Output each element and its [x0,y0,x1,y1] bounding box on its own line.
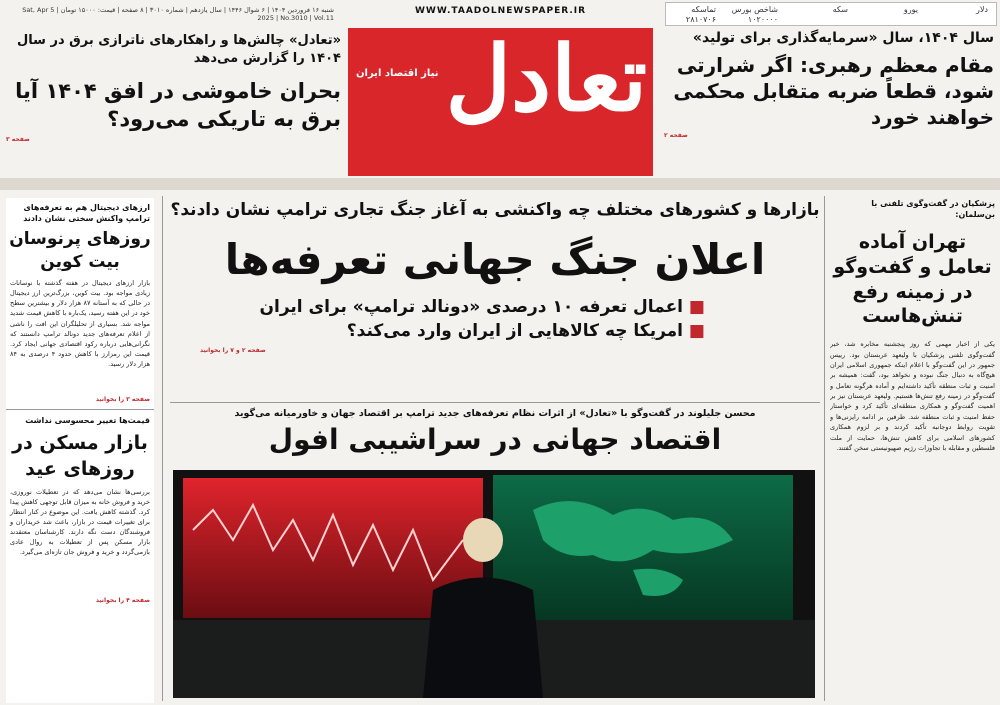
masthead-logo: تعادل [445,28,647,132]
column-divider-left [162,196,163,701]
main-story [170,200,820,354]
main-kicker: بازارها و کشورهای مختلف چه واکنشی به آغاز جنگ تجاری ترامپ نشان دادند؟ [170,200,820,220]
right-column [830,198,995,703]
column-divider-right [824,196,825,701]
sub-headline: اقتصاد جهانی در سراشیبی افول [268,423,722,456]
top-right-headline: مقام معظم رهبری: اگر شرارتی شود، قطعاً ضربه متقابل محکمی خواهند خورد [673,53,994,129]
main-bullet-2-text: امریکا چه کالاهایی از ایران وارد می‌کند؟ [346,321,684,341]
sub-kicker: محسن جلیلوند در گفت‌وگو با «تعادل» از اثرات نظام تعرفه‌های جدید ترامپ بر اقتصاد جهان و خاورمیانه می‌گوید [234,408,756,419]
masthead-tagline: نیاز اقتصاد ایران [356,68,439,79]
ticker-label-coin: سکه [832,5,848,14]
left-story2-page: صفحه ۴ را بخوانید [95,596,150,604]
right-col-kicker: پزشکیان در گفت‌وگوی تلفنی با بن‌سلمان: [871,199,995,220]
left-story2-headline: بازار مسکن در روزهای عید [12,432,148,480]
main-headline: اعلان جنگ جهانی تعرفه‌ها [224,235,766,284]
masthead [348,28,653,176]
left-column [6,198,154,703]
main-bullet-1: ■ اعمال تعرفه ۱۰ درصدی «دونالد ترامپ» برای ایران [259,297,705,317]
ticker-label-gold: تماسکه [691,5,716,14]
left-story1-kicker: ارزهای دیجیتال هم به تعرفه‌های ترامپ واکنش سختی نشان دادند [23,203,150,224]
left-story2-kicker: قیمت‌ها تغییر محسوسی نداشت [25,416,150,426]
top-right-page: صفحه ۲ [664,132,688,139]
ticker-label-euro: یورو [903,5,918,14]
main-bullet-2: ■ امریکا چه کالاهایی از ایران وارد می‌کند؟ [346,321,705,341]
main-divider [170,402,820,403]
header-separator [0,178,1000,190]
ticker-box [665,2,997,26]
top-left-page: صفحه ۳ [6,135,30,143]
trading-floor-image [173,470,815,698]
left-story1-headline: روزهای پرنوسان بیت کوین [9,229,151,273]
right-col-headline: تهران آماده تعامل و گفت‌وگو در زمینه رفع تنش‌هاست [833,231,992,328]
site-url[interactable]: WWW.TAADOLNEWSPAPER.IR [414,6,587,16]
figure-silhouette [423,578,543,699]
ticker-label-bourse: شاخص بورس [731,5,778,14]
top-right-teaser [664,30,994,139]
left-story2-body: بررسی‌ها نشان می‌دهد که در تعطیلات نوروزی، خرید و فروش خانه به میزان قابل توجهی کاهش پیدا کرد. گذشته کاهش یافت. این موضوع در کنار انتظار برای تغییرات قیمت در بازار، باعث شد خریداران و فروشندگان دست نگه دارند. کارشناسان معتقدند بازار مسکن پس از تعطیلات به روال عادی بازمی‌گردد و خرید و فروش جان تازه‌ای می‌گیرد. [10,487,150,556]
dateline: شنبه ۱۶ فروردین ۱۴۰۴ | ۶ شوال ۱۴۴۶ | سال یازدهم | شماره ۳۰۱۰ | ۸ صفحه | قیمت: ۱۵۰۰۰ تومان | Sat, Apr 5 2025 | No.3010 | Vol.11 [22,6,334,22]
main-page: صفحه ۲ و ۷ را بخوانید [200,347,266,354]
left-story1-page: صفحه ۳ را بخوانید [95,396,150,404]
top-left-headline: بحران خاموشی در افق ۱۴۰۴ آیا برق به تاریکی می‌رود؟ [15,79,341,132]
sub-story [170,408,820,456]
top-right-kicker: سال ۱۴۰۴، سال «سرمایه‌گذاری برای تولید» [692,30,994,46]
right-col-body: یکی از اخبار مهمی که روز پنجشنبه مخابره شد، خبر گفت‌وگوی تلفنی پزشکیان با ولیعهد عربستان بود. رییس جمهور در این گفت‌وگو با اعلام اینکه جمهوری اسلامی ایران هیچ‌گاه به دنبال جنگ نبوده و نخواهد بود، گفت: همیشه بر امنیت و ثبات منطقه تأکید داشته‌ایم و آماده هرگونه تعامل و گفت‌وگو در زمینه رفع تنش‌ها هستیم. ولیعهد عربستان نیز بر اهمیت گفت‌وگو و همکاری منطقه‌ای تأکید کرد و خواستار حفظ امنیت و ثبات منطقه شد. طرفین بر ادامه رایزنی‌ها و تقویت روابط دوجانبه تأکید کردند و بر لزوم همکاری کشورهای اسلامی برای کاهش تنش‌ها، حمایت از ملت فلسطین و مقابله با تجاوزات رژیم صهیونیستی سخن گفتند. [830,340,995,453]
left-col-divider [6,409,154,410]
left-story1-body: بازار ارزهای دیجیتال در هفته گذشته با نوسانات زیادی مواجه بود. بیت کوین، بزرگ‌ترین ارز دیجیتال در حالی که به آستانه ۸۷ هزار دلار و بیشترین سطح خود در این هفته رسید، یک‌باره با کاهش قیمت شدید مواجه شد. بسیاری از تحلیلگران این افت را ناشی از اعلام تعرفه‌های جدید دونالد ترامپ دانستند که نگرانی‌هایی درباره رکود اقتصادی جهانی ایجاد کرد. قیمت این رمزارز با کاهش حدود ۴ درصدی به ۸۴ هزار دلار رسید. [10,279,150,368]
main-photo [173,470,815,698]
ticker-label-dollar: دلار [976,5,988,14]
ticker-value-1: ۱۰۲۰۰۰۰ [747,15,778,24]
top-left-kicker: «تعادل» چالش‌ها و راهکارهای ناترازی برق در سال ۱۴۰۴ را گزارش می‌دهد [17,33,341,66]
main-bullet-1-text: اعمال تعرفه ۱۰ درصدی «دونالد ترامپ» برای ایران [259,297,684,317]
top-left-teaser [6,32,341,143]
ticker-value-2: ۲۸۱۰۷۰۶ [685,15,716,24]
